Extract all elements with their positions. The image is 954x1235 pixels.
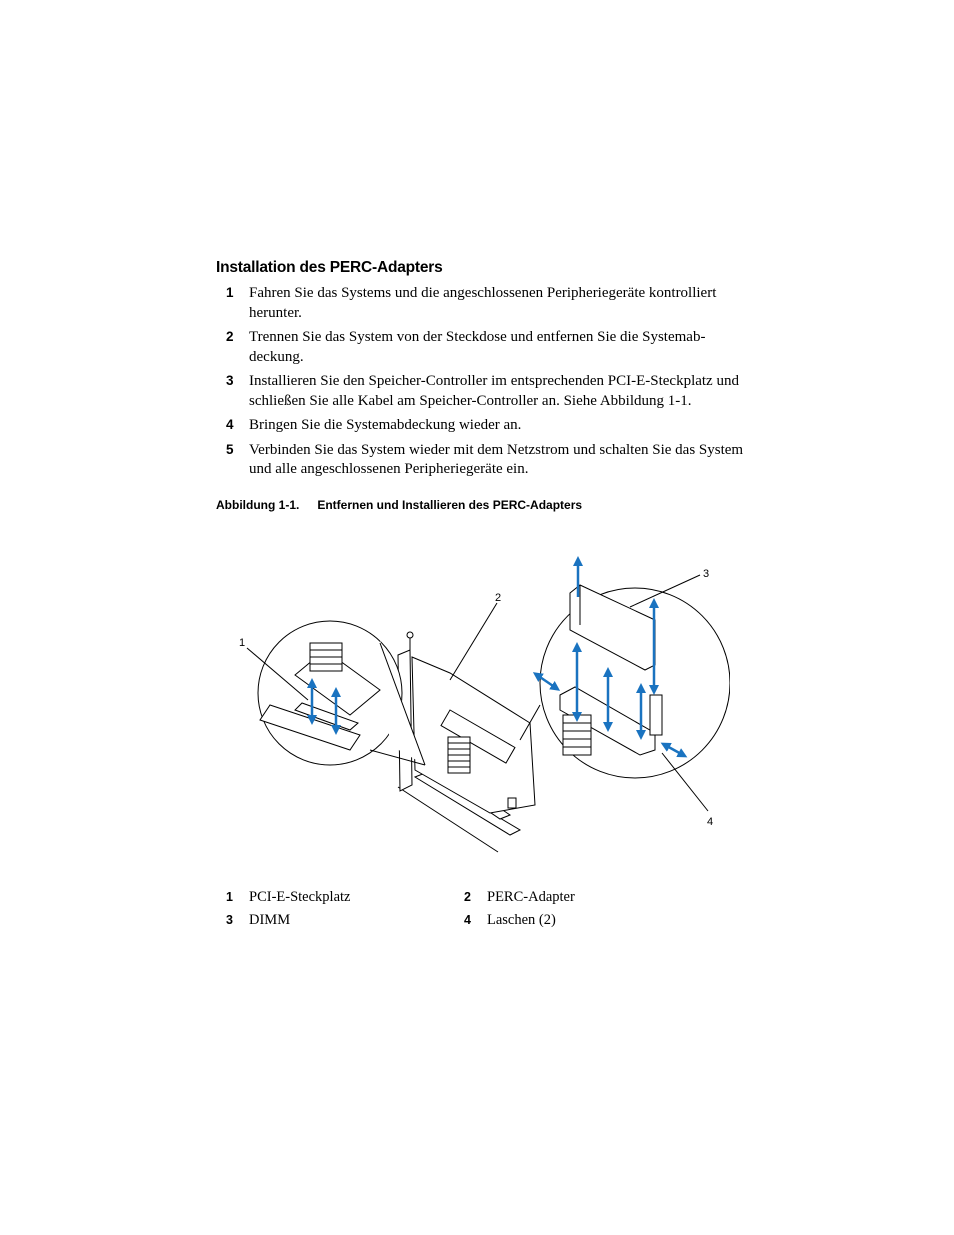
callout-1: 1 (239, 637, 246, 649)
legend-text: PERC-Adapter (487, 889, 575, 905)
screw-icon (407, 632, 413, 638)
callout-2: 2 (495, 592, 502, 604)
section-heading: Installation des PERC-Adapters (216, 259, 443, 276)
step-item (216, 441, 746, 480)
step-text: Verbinden Sie das System wieder mit dem Netzstrom und schalten Sie das System und alle angeschlossenen Peripheriegeräte ein. (249, 441, 744, 477)
callout-3: 3 (703, 568, 710, 580)
legend-item (216, 911, 290, 929)
step-text: Fahren Sie das Systems und die angeschlossenen Peripheriegeräte kontrolliert herunter. (249, 285, 717, 321)
legend-text: DIMM (249, 912, 291, 928)
step-number: 2 (226, 329, 234, 344)
figure-legend (216, 888, 736, 934)
step-item (216, 416, 746, 436)
callout-leader-2 (450, 603, 497, 680)
legend-number: 4 (464, 913, 471, 927)
figure-title: Entfernen und Installieren des PERC-Adapters (317, 498, 583, 512)
legend-number: 2 (464, 890, 471, 904)
zoom-heatsink-right (563, 715, 591, 755)
step-item (216, 284, 746, 323)
legend-number: 3 (226, 913, 233, 927)
perc-adapter-illustration (230, 555, 730, 855)
legend-item (454, 911, 556, 929)
step-number: 1 (226, 285, 234, 300)
legend-item (454, 888, 575, 906)
step-list (216, 284, 746, 485)
legend-text: Laschen (2) (487, 912, 556, 928)
legend-row (216, 911, 736, 934)
heatsink-on-card (448, 737, 470, 773)
step-text: Bringen Sie die Systemabdeckung wieder an. (249, 417, 522, 433)
step-text: Installieren Sie den Speicher-Controller im entsprechenden PCI-E-Steckplatz und schließen Sie alle Kabel am Speicher-Controller an. Siehe Abbildung 1-1. (249, 373, 739, 409)
legend-item (216, 888, 350, 906)
step-number: 3 (226, 373, 234, 388)
zoom-bracket (650, 695, 662, 735)
step-number: 4 (226, 417, 234, 432)
figure-label: Abbildung 1-1. (216, 498, 300, 512)
legend-text: PCI-E-Steckplatz (249, 889, 351, 905)
step-item (216, 372, 746, 411)
zoom-heatsink (310, 643, 342, 671)
step-text: Trennen Sie das System von der Steckdose und entfernen Sie die Systemab-deckung. (249, 329, 706, 365)
legend-number: 1 (226, 890, 233, 904)
step-number: 5 (226, 441, 234, 457)
step-item (216, 328, 746, 367)
legend-row (216, 888, 736, 911)
callout-4: 4 (707, 816, 714, 828)
connector (508, 798, 516, 808)
figure-caption (216, 498, 582, 512)
